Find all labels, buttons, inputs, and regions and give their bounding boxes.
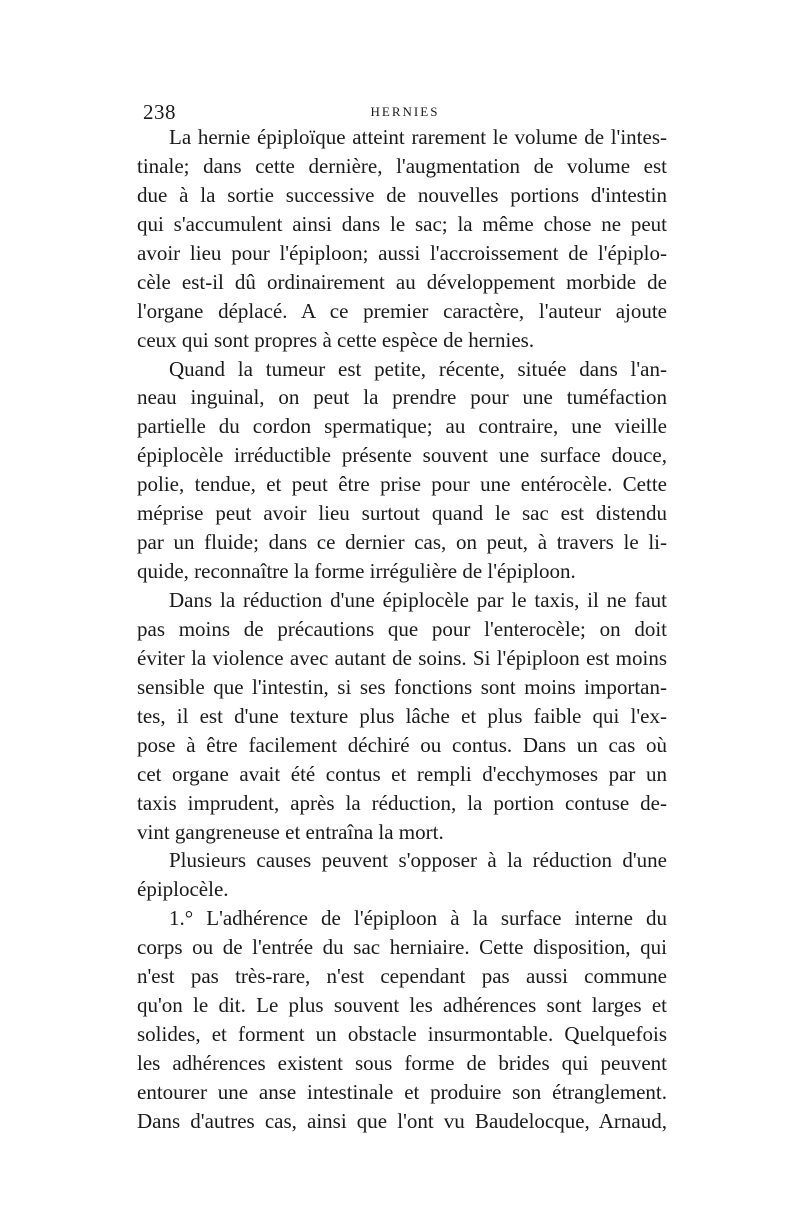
text-line: cèle est-il dû ordinairement au développement morbide de [137,269,667,294]
text-line: Quand la tumeur est petite, récente, située dans l'an- [169,356,667,381]
text-line: neau inguinal, on peut la prendre pour une tuméfaction [137,385,667,410]
text-line: tes, il est d'une texture plus lâche et plus faible qui l'ex- [137,703,667,728]
text-line: sensible que l'intestin, si ses fonctions sont moins importan- [137,674,667,699]
text-line: épiplocèle irréductible présente souvent une surface douce, [137,443,667,468]
text-line: partielle du cordon spermatique; au contraire, une vieille [137,414,667,439]
text-line: éviter la violence avec autant de soins. Si l'épiploon est moins [137,645,667,670]
text-line: pas moins de précautions que pour l'enterocèle; on doit [137,616,667,641]
text-line: 1.° L'adhérence de l'épiploon à la surface interne du [169,906,667,931]
text-line: entourer une anse intestinale et produire son étranglement. [137,1079,667,1104]
text-line: quide, reconnaître la forme irrégulière de l'épiploon. [137,559,576,584]
text-line: l'organe déplacé. A ce premier caractère, l'auteur ajoute [137,298,667,323]
text-line: avoir lieu pour l'épiploon; aussi l'accroissement de l'épiplo- [137,240,667,265]
text-line: méprise peut avoir lieu surtout quand le sac est distendu [137,501,667,526]
running-head: HERNIES [370,104,440,119]
text-line: Dans d'autres cas, ainsi que l'ont vu Baudelocque, Arnaud, [137,1108,667,1133]
text-line: les adhérences existent sous forme de brides qui peuvent [137,1051,667,1075]
text-line: La hernie épiploïque atteint rarement le volume de l'intes- [169,125,667,149]
text-line: taxis imprudent, après la réduction, la portion contuse de- [137,790,667,815]
body-text [137,123,667,1136]
text-line: Plusieurs causes peuvent s'opposer à la réduction d'une [169,848,667,873]
text-line: polie, tendue, et peut être prise pour une entérocèle. Cette [137,472,667,497]
text-line: vint gangreneuse et entraîna la mort. [137,819,444,844]
text-line: solides, et forment un obstacle insurmontable. Quelquefois [137,1022,667,1047]
text-line: due à la sortie successive de nouvelles portions d'intestin [137,182,667,207]
text-line: par un fluide; dans ce dernier cas, on peut, à travers le li- [137,530,667,555]
text-line: épiplocèle. [137,877,229,902]
text-line: tinale; dans cette dernière, l'augmentation de volume est [137,153,667,178]
text-line: n'est pas très-rare, n'est cependant pas aussi commune [137,964,667,989]
text-line: qu'on le dit. Le plus souvent les adhérences sont larges et [137,993,667,1018]
text-line: pose à être facilement déchiré ou contus. Dans un cas où [137,732,667,757]
text-line: corps ou de l'entrée du sac herniaire. Cette disposition, qui [137,935,667,960]
text-line: qui s'accumulent ainsi dans le sac; la même chose ne peut [137,211,667,236]
page-number: 238 [143,100,176,124]
text-line: ceux qui sont propres à cette espèce de hernies. [137,327,535,352]
page-header [143,100,667,122]
text-line: cet organe avait été contus et rempli d'ecchymoses par un [137,761,667,786]
text-line: Dans la réduction d'une épiplocèle par le taxis, il ne faut [169,588,667,612]
